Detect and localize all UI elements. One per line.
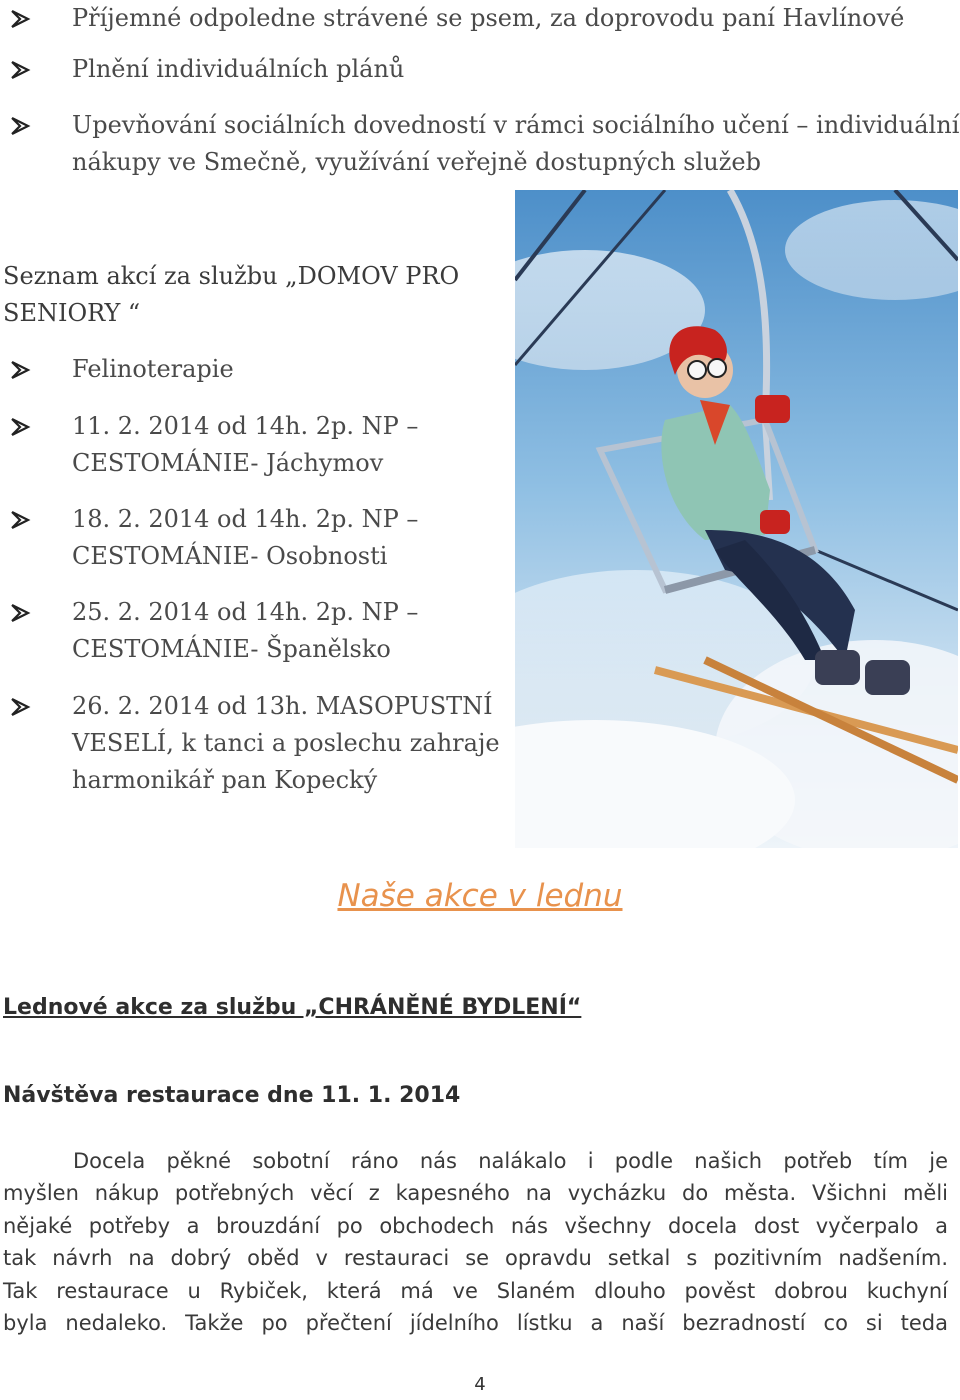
list-item	[10, 594, 418, 668]
list-item-text: CESTOMÁNIE- Španělsko	[72, 635, 391, 663]
sheltered-heading: Lednové akce za službu „CHRÁNĚNÉ BYDLENÍ“	[3, 995, 582, 1020]
list-item	[10, 351, 234, 388]
arrow-bullet-icon	[10, 9, 32, 29]
list-item-text: 11. 2. 2014 od 14h. 2p. NP –	[72, 412, 419, 440]
paragraph-line: myšlen nákup potřebných věcí z kapesného na vycházku do města. Všichni měli	[3, 1181, 948, 1206]
list-item-text: Felinoterapie	[72, 355, 234, 383]
arrow-bullet-icon	[10, 116, 32, 136]
seniors-heading-line1: Seznam akcí za službu „DOMOV PRO	[3, 262, 460, 290]
arrow-bullet-icon	[10, 360, 32, 380]
list-item-text: CESTOMÁNIE- Osobnosti	[72, 542, 388, 570]
ski-lift-photo	[515, 190, 958, 848]
list-item-text: Upevňování sociálních dovedností v rámci sociálního učení – individuální	[72, 111, 960, 139]
visit-paragraph	[3, 1145, 948, 1339]
paragraph-line: nějaké potřeby a brouzdání po obchodech nás všechny docela dost vyčerpalo a	[3, 1213, 948, 1238]
list-item	[10, 688, 500, 799]
list-item	[10, 501, 418, 575]
paragraph-line: tak návrh na dobrý oběd v restauraci se opravdu setkal s pozitivním nadšením.	[3, 1246, 948, 1271]
seniors-heading	[3, 258, 459, 332]
arrow-bullet-icon	[10, 697, 32, 717]
list-item-text: VESELÍ, k tanci a poslechu zahraje	[72, 729, 500, 757]
seniors-heading-line2: SENIORY “	[3, 299, 141, 327]
list-item-text: nákupy ve Smečně, využívání veřejně dostupných služeb	[72, 148, 761, 176]
list-item	[10, 107, 959, 181]
paragraph-line: Tak restaurace u Rybiček, která má ve Slaném dlouho pověst dobrou kuchyní	[3, 1278, 948, 1303]
list-item	[10, 0, 904, 37]
page-number: 4	[474, 1374, 486, 1395]
arrow-bullet-icon	[10, 603, 32, 623]
visit-heading: Návštěva restaurace dne 11. 1. 2014	[3, 1083, 461, 1108]
list-item-text: CESTOMÁNIE- Jáchymov	[72, 449, 384, 477]
list-item-text: harmonikář pan Kopecký	[72, 766, 378, 794]
arrow-bullet-icon	[10, 510, 32, 530]
list-item-text: Příjemné odpoledne strávené se psem, za doprovodu paní Havlínové	[72, 4, 905, 32]
list-item	[10, 51, 404, 88]
list-item-text: 25. 2. 2014 od 14h. 2p. NP –	[72, 598, 419, 626]
list-item	[10, 408, 418, 482]
list-item-text: 26. 2. 2014 od 13h. MASOPUSTNÍ	[72, 692, 493, 720]
list-item-text: 18. 2. 2014 od 14h. 2p. NP –	[72, 505, 419, 533]
section-title: Naše akce v lednu	[337, 878, 623, 914]
ski-lift-illustration	[515, 190, 958, 848]
arrow-bullet-icon	[10, 60, 32, 80]
list-item-text: Plnění individuálních plánů	[72, 55, 405, 83]
paragraph-line: byla nedaleko. Takže po přečtení jídelního lístku a naší bezradností co si teda	[3, 1311, 948, 1336]
paragraph-line: Docela pěkné sobotní ráno nás nalákalo i podle našich potřeb tím je	[73, 1149, 948, 1173]
arrow-bullet-icon	[10, 417, 32, 437]
